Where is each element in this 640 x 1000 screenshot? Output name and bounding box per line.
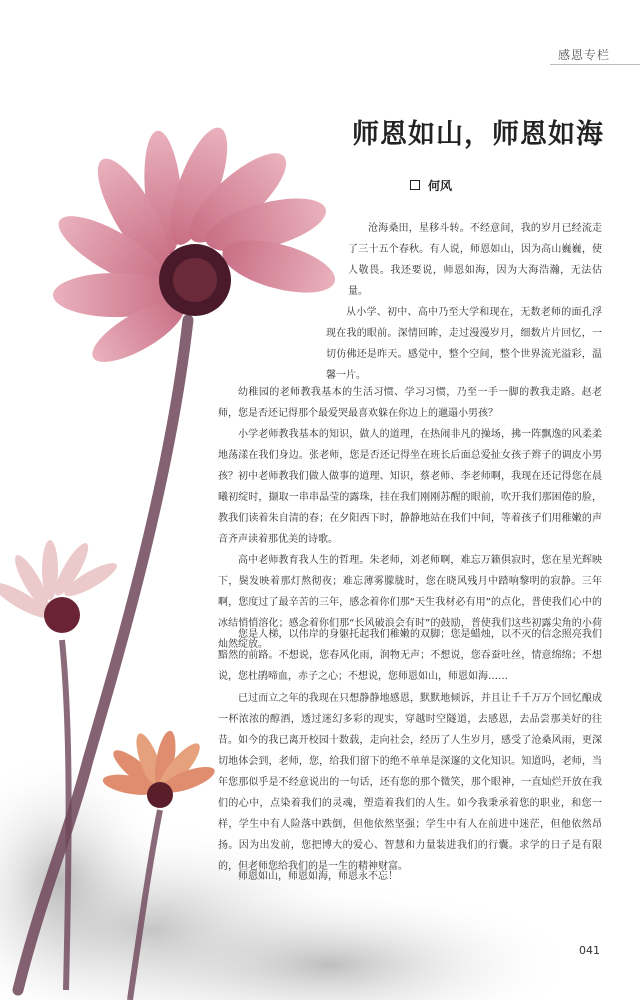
paragraph-4: 小学老师教我基本的知识，做人的道理，在热闹非凡的操场，拂一阵飘逸的风柔柔地荡漾在我们身边。张老师，您是否还记得坐在班长后面总爱扯女孩子辫子的调皮小男孩？ (218, 429, 602, 482)
paragraph-9: 如今的我已离开校园十数载，走向社会，经历了人生岁月，感受了沧桑风雨，更深切地体会到，老师，您，给我们留下的绝不单单是深邃的文化知识。知道吗，老师，当年您那似乎是不经意说出的一句话，还有您的那个微笑，那个眼神，一直灿烂开放在我们的心中，点染着我们的灵魂，塑造着我们的人生。如今我秉承着您的职业，和您一样，学生中有人险落中跌倒，但他依然坚强；学生中有人在前进中迷茫，但他依然昂扬。因为出发前，您把博大的爱心、智慧和力量装进我们的行囊。求学的日子是有限的，但老师您给我们的是一生的精神财富。 (218, 735, 602, 872)
paragraph-2: 从小学、初中、高中乃至大学和现在，无数老师的面孔浮现在我的眼前。深情回眸，走过漫漫岁月，细数片片回忆，一切仿佛还是昨天。感觉中，整个空间，整个世界流光溢彩，温馨一片。 (326, 307, 602, 381)
paragraph-10: 师恩如山，师恩如海，师恩永不忘！ (238, 871, 398, 882)
paragraph-5: 初中老师教我们做人做事的道理、知识，蔡老师、李老师啊，我现在还记得您在晨曦初绽时，撷取一串串晶莹的露珠，挂在我们刚刚苏醒的眼前，吹开我们那困倦的脸，教我们读着朱自清的春；在夕阳西下时，静静地站在我们中间，等着孩子们用稚嫩的声音齐声读着那优美的诗歌。 (218, 471, 602, 545)
article-title: 师恩如山，师恩如海 (352, 119, 604, 150)
paragraph-3: 幼稚园的老师教我基本的生活习惯、学习习惯，乃至一手一脚的教我走路。赵老师，您是否还记得那个最爱哭最喜欢躲在你边上的邋遢小男孩？ (218, 387, 602, 419)
paragraph-8: 已过而立之年的我现在只想静静地感恩，默默地倾诉，并且让千千万万个回忆酿成一杯浓浓的醇酒，透过迷幻多彩的现实，穿越时空隧道，去感恩，去品尝那美好的往昔。 (218, 693, 602, 746)
byline (410, 177, 452, 194)
page-number: 041 (579, 944, 600, 957)
paragraph-1: 沧海桑田，星移斗转。不经意间，我的岁月已经流走了三十五个春秋。有人说，师恩如山，因为高山巍巍，使人敬畏。我还要说，师恩如海，因为大海浩瀚，无法估量。 (348, 223, 602, 297)
byline-box-icon (410, 180, 420, 190)
column-divider (550, 64, 640, 65)
column-label: 感恩专栏 (557, 48, 610, 62)
author-name: 何风 (428, 179, 453, 193)
paragraph-6: 高中老师教育我人生的哲理。朱老师，刘老师啊，难忘万籁俱寂时，您在星光辉映下，鬓发映着那灯熬彻夜；难忘薄雾朦胧时，您在晓风残月中踏响黎明的寂静。三年啊，您度过了最辛苦的三年，感念着你们那“天生我材必有用”的点化，普使我们心中的冰结悄悄溶化；感念着你们那“长风破浪会有时”的鼓励，普使我们这些初露尖角的小荷灿然绽放。 (218, 555, 602, 650)
paragraph-7: 您是人梯，以伟岸的身躯托起我们稚嫩的双脚；您是蜡烛，以不灭的信念照亮我们黯然的前路。不想说，您春风化雨，润物无声；不想说，您吞蚕吐丝，情意绵绵；不想说，您杜鹃啼血，赤子之心；不想说，您师恩如山，师恩如海…… (218, 629, 602, 682)
